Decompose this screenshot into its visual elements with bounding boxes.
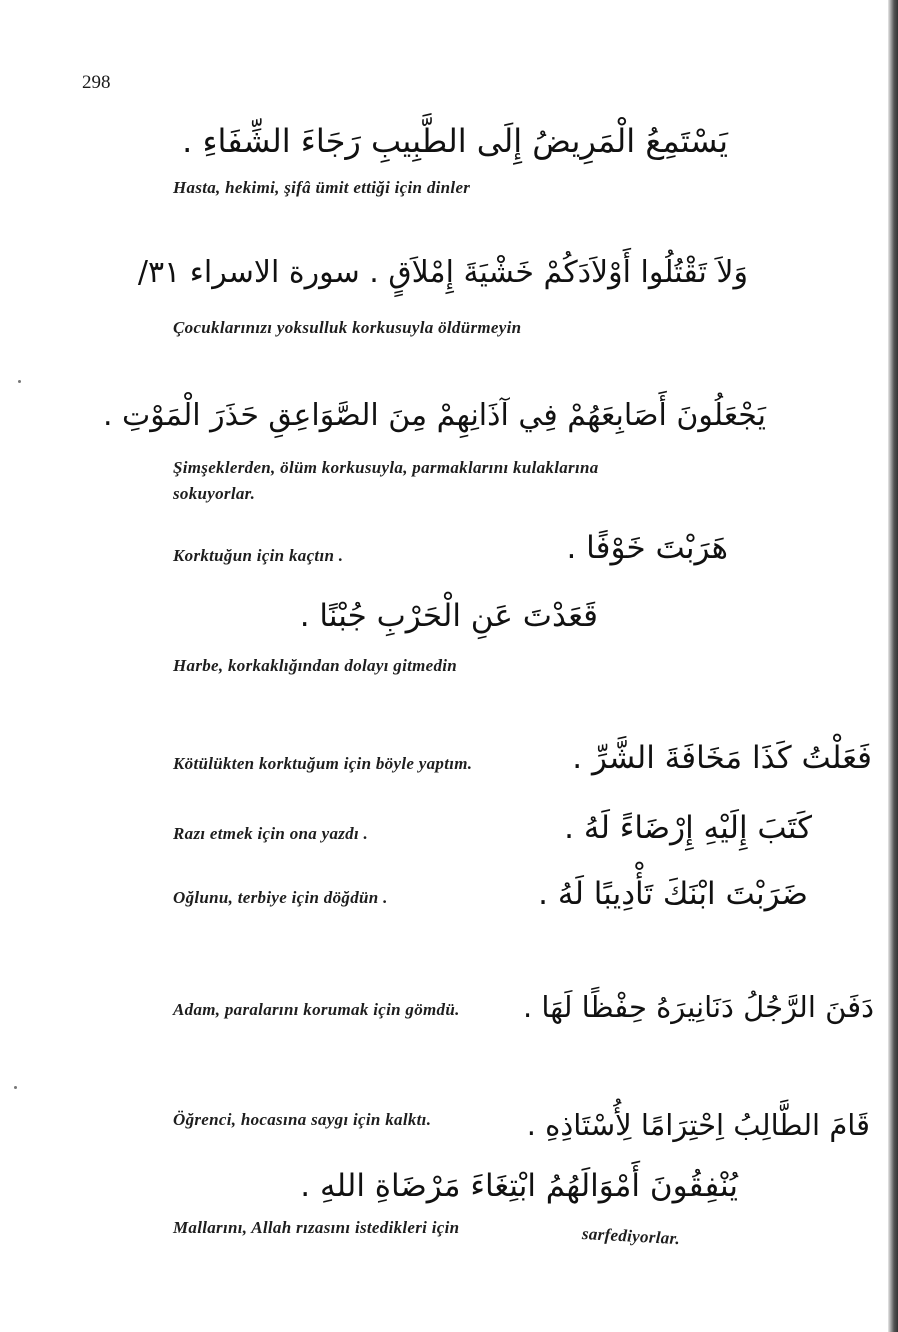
scan-speck [18,380,21,383]
translation-6: Kötülükten korktuğum için böyle yaptım. [173,754,473,773]
arabic-sentence-11: يُنْفِقُونَ أَمْوَالَهُمُ ابْتِغَاءَ مَرْضَاةِ اللهِ . [300,1168,738,1204]
arabic-sentence-6: فَعَلْتُ كَذَا مَخَافَةَ الشَّرِّ . [572,740,872,776]
translation-8: Oğlunu, terbiye için döğdün . [173,888,388,907]
translation-5: Harbe, korkaklığından dolayı gitmedin [173,656,458,675]
arabic-sentence-7: كَتَبَ إِلَيْهِ إِرْضَاءً لَهُ . [564,810,812,846]
scan-speck [14,1086,17,1089]
arabic-sentence-8: ضَرَبْتَ ابْنَكَ تَأْدِيبًا لَهُ . [538,876,808,912]
translation-3-line1: Şimşeklerden, ölüm korkusuyla, parmaklarını kulaklarına [173,458,599,477]
page-edge-shadow [888,0,898,1332]
arabic-sentence-10: قَامَ الطَّالِبُ اِحْتِرَامًا لِأُسْتَاذِهِ . [526,1108,870,1142]
translation-7: Razı etmek için ona yazdı . [173,824,369,843]
page-number: 298 [82,72,111,93]
translation-4: Korktuğun için kaçtın . [173,546,344,565]
translation-2: Çocuklarınızı yoksulluk korkusuyla öldürmeyin [173,318,522,337]
translation-9: Adam, paralarını korumak için gömdü. [173,1000,460,1019]
arabic-sentence-5: قَعَدْتَ عَنِ الْحَرْبِ جُبْنًا . [299,598,598,634]
translation-11-part1: Mallarını, Allah rızasını istedikleri için [173,1218,460,1237]
arabic-sentence-3: يَجْعَلُونَ أَصَابِعَهُمْ فِي آذَانِهِمْ مِنَ الصَّوَاعِقِ حَذَرَ الْمَوْتِ . [102,398,766,433]
translation-11-part2: sarfediyorlar. [581,1224,681,1249]
translation-3-line2: sokuyorlar. [173,484,256,503]
arabic-sentence-9: دَفَنَ الرَّجُلُ دَنَانِيرَهُ حِفْظًا لَهَا . [522,990,874,1024]
translation-1: Hasta, hekimi, şifâ ümit ettiği için dinler [173,178,471,197]
arabic-sentence-2: وَلاَ تَقْتُلُوا أَوْلاَدَكُمْ خَشْيَةَ إِمْلاَقٍ . سورة الاسراء ٣١/ [137,255,748,290]
arabic-sentence-4: هَرَبْتَ خَوْفًا . [566,530,728,566]
arabic-sentence-1: يَسْتَمِعُ الْمَرِيضُ إِلَى الطَّبِيبِ رَجَاءَ الشِّفَاءِ . [182,122,728,160]
translation-10: Öğrenci, hocasına saygı için kalktı. [173,1110,432,1129]
